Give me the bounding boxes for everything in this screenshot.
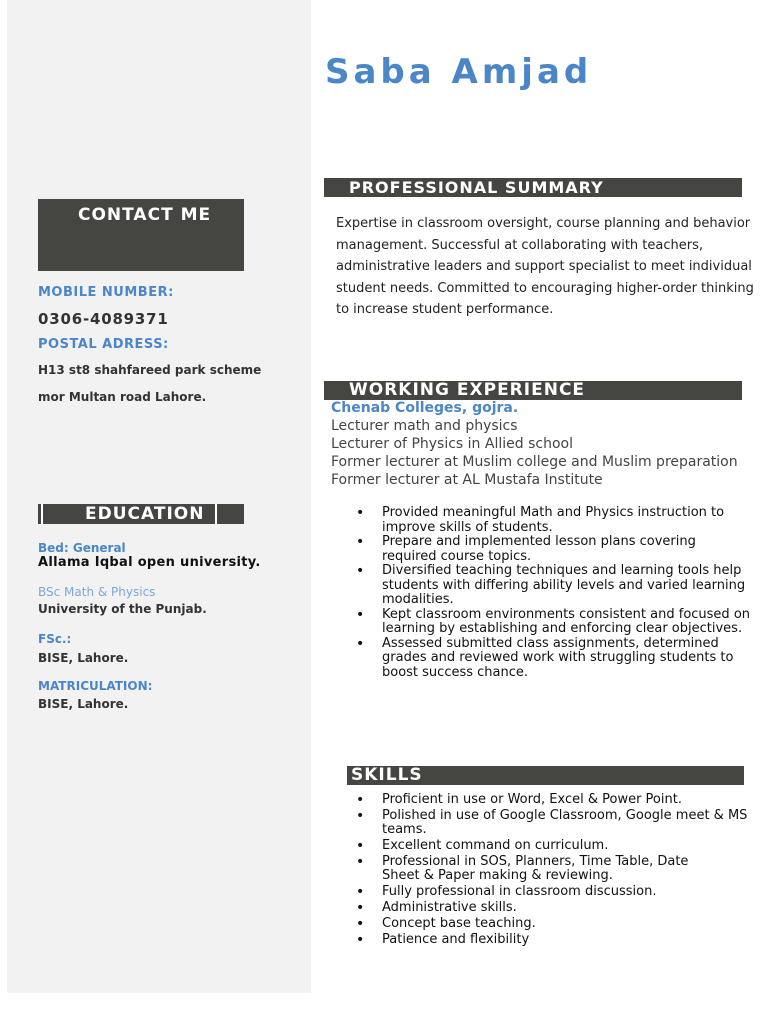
role-item: Former lecturer at Muslim college and Muslim preparation [331,454,738,470]
experience-bullet: • Kept classroom environments consistent and focused on learning by establishing and enforcing clear objectives. [352,608,752,637]
summary-text: Expertise in classroom oversight, course planning and behavior management. Successful at collaborating with teachers, administrative leaders and support specialist to meet individual student needs. Committed to encouraging higher-order thinking to increase student performance. [336,216,754,317]
skills-header-notch [327,766,347,785]
education-institute: Allama Iqbal open university. [38,555,261,570]
education-institute: BISE, Lahore. [38,651,129,665]
skill-item: • Concept base teaching. [352,917,752,931]
postal-address-line1: H13 st8 shahfareed park scheme [38,363,262,377]
experience-bullet: • Provided meaningful Math and Physics instruction to improve skills of students. [352,506,752,535]
mobile-label: MOBILE NUMBER: [38,285,174,300]
sidebar [7,0,311,993]
skill-item: • Administrative skills. [352,901,752,915]
skill-item: • Professional in SOS, Planners, Time Table, Date Sheet & Paper making & reviewing. [352,855,712,883]
role-item: Lecturer of Physics in Allied school [331,436,573,452]
skill-item: • Fully professional in classroom discussion. [352,885,752,899]
experience-bullets [352,506,752,680]
skill-item: • Proficient in use or Word, Excel & Power Point. [352,793,752,807]
skill-item: • Excellent command on curriculum. [352,839,752,853]
postal-label: POSTAL ADRESS: [38,337,169,352]
skill-item: • Polished in use of Google Classroom, Google meet & MS teams. [352,809,752,837]
roles-list [331,417,738,489]
education-institute: BISE, Lahore. [38,697,129,711]
postal-address-line2: mor Multan road Lahore. [38,390,207,404]
skills-title: SKILLS [351,765,423,785]
experience-title: WORKING EXPERIENCE [349,380,586,400]
education-degree: MATRICULATION: [38,679,153,693]
role-item: Former lecturer at AL Mustafa Institute [331,472,603,488]
candidate-name: Saba Amjad [325,52,593,92]
mobile-value: 0306-4089371 [38,310,169,328]
contact-title: CONTACT ME [78,205,212,225]
education-degree: BSc Math & Physics [38,585,156,599]
skills-list [352,793,752,949]
skill-item: • Patience and flexibility [352,933,752,947]
employer-name: Chenab Colleges, gojra. [331,400,519,416]
education-title: EDUCATION [85,504,205,524]
experience-bullet: • Assessed submitted class assignments, determined grades and reviewed work with struggling students to boost success chance. [352,637,752,681]
experience-bullet: • Diversified teaching techniques and learning tools help students with differing ability levels and varied learning modalities. [352,564,752,608]
education-institute: University of the Punjab. [38,602,207,616]
summary-title: PROFESSIONAL SUMMARY [349,178,604,197]
education-degree: Bed: General [38,541,126,555]
experience-bullet: • Prepare and implemented lesson plans covering required course topics. [352,535,752,564]
education-degree: FSc.: [38,632,72,646]
role-item: Lecturer math and physics [331,418,518,434]
